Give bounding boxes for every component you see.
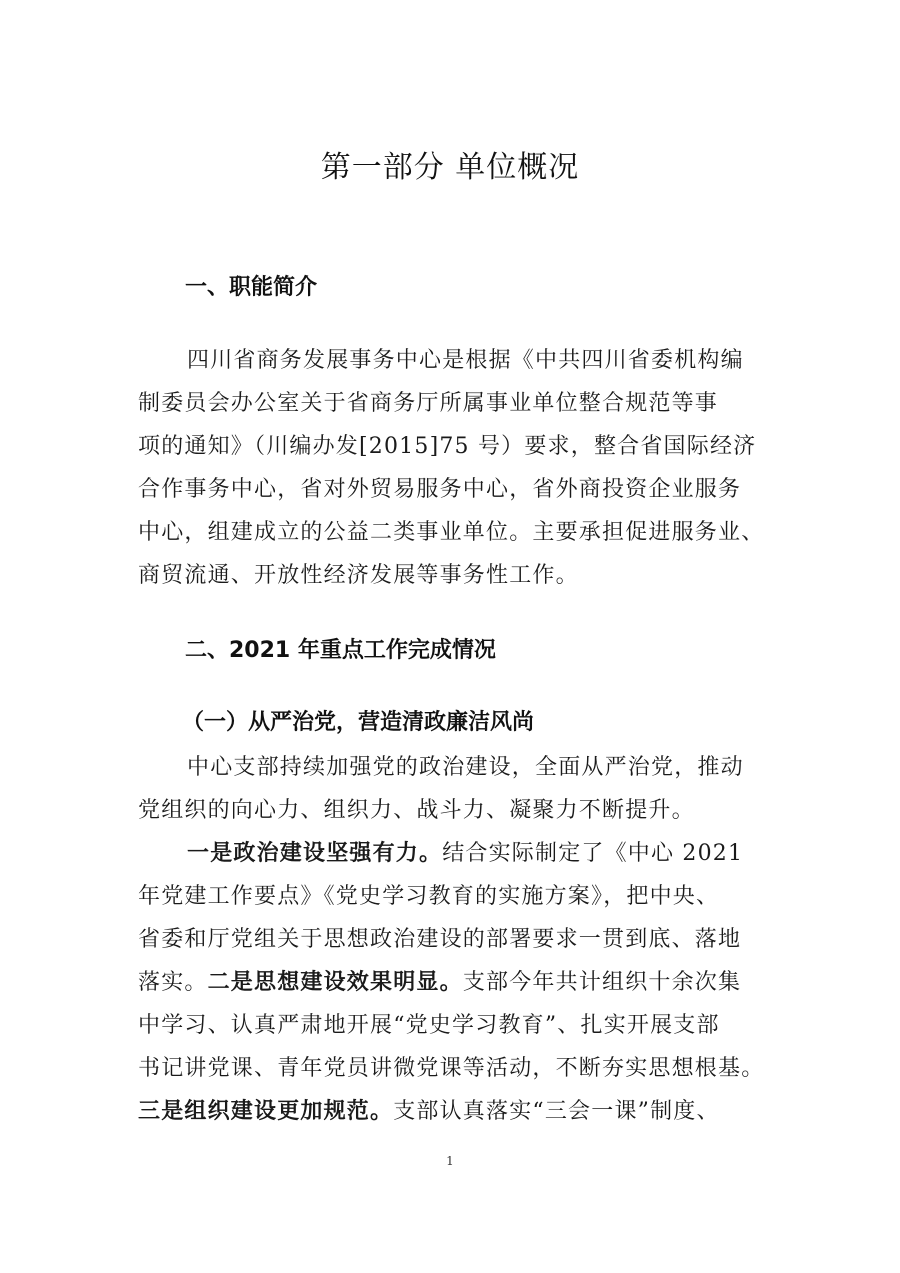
section-heading-functions: 一、职能简介 <box>185 275 318 300</box>
paragraph-line: 四川省商务发展事务中心是根据《中共四川省委机构编 <box>187 348 744 373</box>
paragraph-text: 结合实际制定了《中心 2021 <box>442 841 744 866</box>
paragraph-line: 项的通知》（川编办发[2015]75 号）要求，整合省国际经济 <box>138 434 757 459</box>
bold-lead-organization: 三是组织建设更加规范。 <box>138 1099 394 1124</box>
section-heading-2021-work: 二、2021 年重点工作完成情况 <box>185 638 496 663</box>
bold-lead-political: 一是政治建设坚强有力。 <box>187 841 443 866</box>
page-number: 1 <box>446 1154 454 1168</box>
paragraph-line: 中学习、认真严肃地开展“党史学习教育”、扎实开展支部 <box>138 1013 720 1038</box>
paragraph-line-political <box>187 836 779 867</box>
paragraph-text: 支部今年共计组织十余次集 <box>462 970 742 995</box>
paragraph-line: 中心，组建成立的公益二类事业单位。主要承担促进服务业、 <box>138 520 765 545</box>
paragraph-line: 商贸流通、开放性经济发展等事务性工作。 <box>138 563 579 588</box>
paragraph-line-ideology <box>138 965 778 996</box>
paragraph-line: 年党建工作要点》《党史学习教育的实施方案》，把中央、 <box>138 884 720 909</box>
page-title: 第一部分 单位概况 <box>320 150 580 185</box>
paragraph-text: 支部认真落实“三会一课”制度、 <box>393 1099 720 1124</box>
subsection-heading-party: （一）从严治党，营造清政廉洁风尚 <box>182 709 535 735</box>
paragraph-text: 落实。 <box>138 970 208 995</box>
paragraph-line: 书记讲党课、青年党员讲微党课等活动，不断夯实思想根基。 <box>138 1056 765 1081</box>
paragraph-line: 制委员会办公室关于省商务厅所属事业单位整合规范等事 <box>138 391 719 416</box>
bold-lead-ideology: 二是思想建设效果明显。 <box>207 970 463 995</box>
paragraph-line-organization <box>138 1094 778 1125</box>
paragraph-line: 中心支部持续加强党的政治建设，全面从严治党，推动 <box>187 755 744 780</box>
paragraph-line: 合作事务中心，省对外贸易服务中心，省外商投资企业服务 <box>138 477 742 502</box>
paragraph-line: 省委和厅党组关于思想政治建设的部署要求一贯到底、落地 <box>138 927 742 952</box>
paragraph-line: 党组织的向心力、组织力、战斗力、凝聚力不断提升。 <box>138 798 695 823</box>
